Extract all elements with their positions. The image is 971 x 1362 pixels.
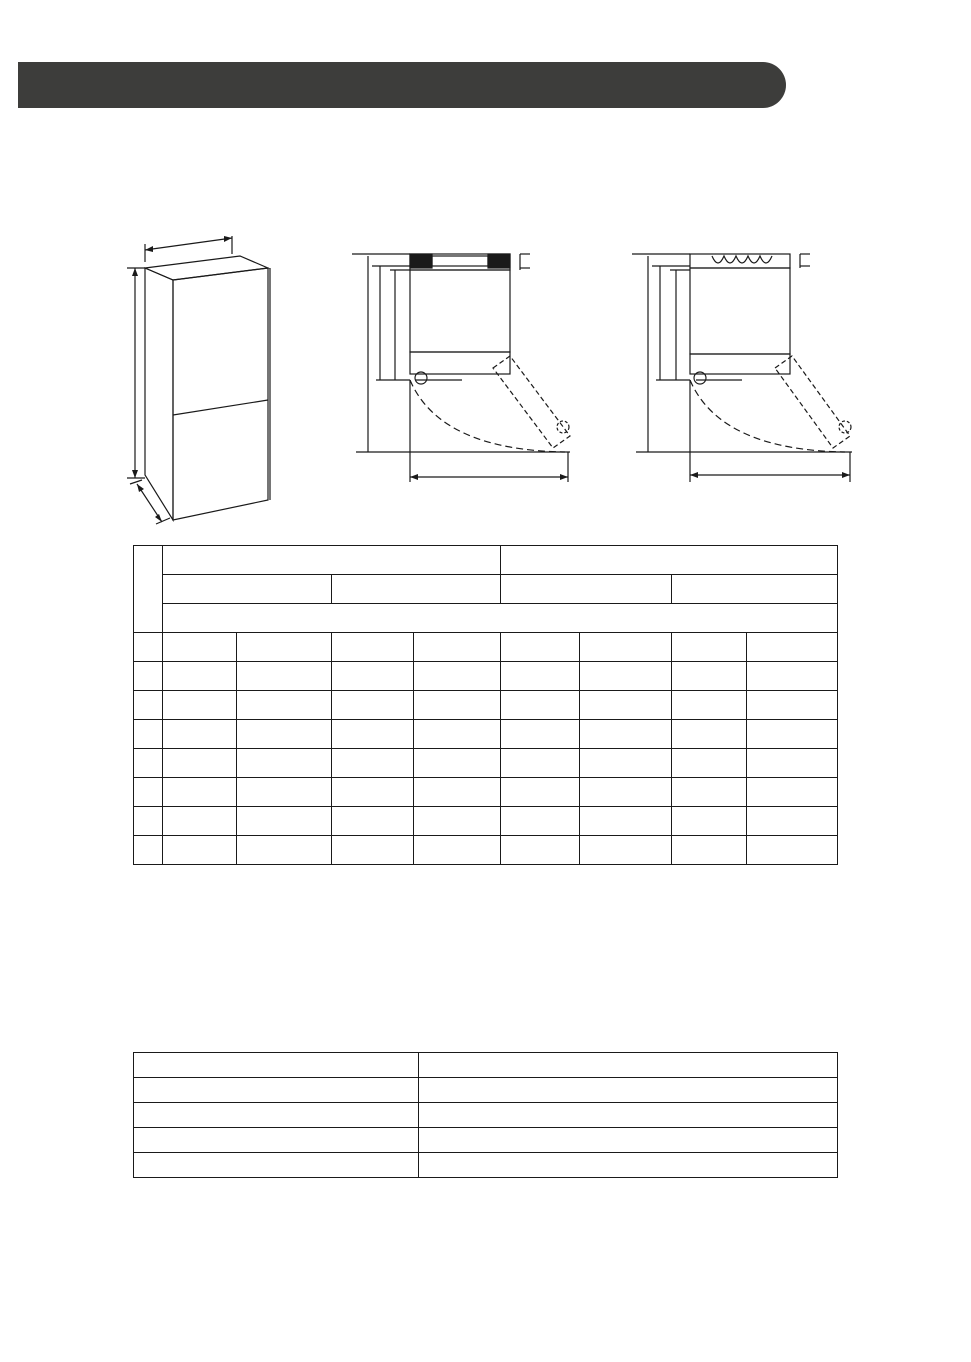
table-row	[134, 1053, 838, 1078]
table-row	[134, 1153, 838, 1178]
table-row	[134, 662, 838, 691]
table-row	[134, 633, 838, 662]
table-row	[134, 836, 838, 865]
table-corner-cell	[134, 546, 163, 633]
column-group-header	[163, 546, 501, 575]
top-view-drawing-right	[632, 254, 852, 482]
table-row	[134, 691, 838, 720]
table-row	[134, 1078, 838, 1103]
unit-header-row	[163, 604, 838, 633]
table-row	[134, 1128, 838, 1153]
column-subgroup-header	[501, 575, 672, 604]
table-row	[134, 807, 838, 836]
column-group-header	[501, 546, 838, 575]
column-subgroup-header	[163, 575, 332, 604]
column-subgroup-header	[672, 575, 838, 604]
column-subgroup-header	[332, 575, 501, 604]
top-view-drawing-left	[352, 254, 570, 482]
table-row	[134, 749, 838, 778]
table-row	[134, 720, 838, 749]
dimension-table	[133, 545, 838, 865]
table-row	[134, 778, 838, 807]
fridge-perspective-drawing	[127, 236, 270, 524]
dimension-drawings	[0, 0, 971, 545]
spec-table	[133, 1052, 838, 1178]
table-row	[134, 1103, 838, 1128]
